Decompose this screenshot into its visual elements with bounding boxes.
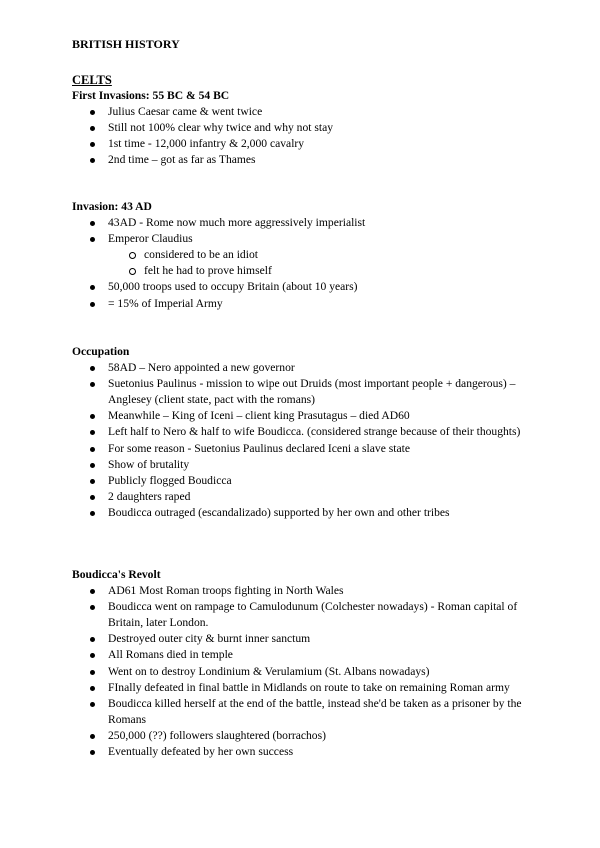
subheading-revolt: Boudicca's Revolt [72, 568, 161, 581]
list-item: AD61 Most Roman troops fighting in North Wales [72, 583, 542, 599]
list-item: All Romans died in temple [72, 647, 542, 663]
subheading-first-invasions: First Invasions: 55 BC & 54 BC [72, 89, 230, 103]
document-title: BRITISH HISTORY [72, 37, 180, 51]
list-item: 2nd time – got as far as Thames [72, 152, 542, 168]
bullet-list-occupation [72, 360, 542, 521]
subheading-occupation: Occupation [72, 345, 130, 358]
list-item: Left half to Nero & half to wife Boudicca. (considered strange because of their thoughts) [72, 424, 542, 440]
subheading-invasion: Invasion: 43 AD [72, 200, 152, 213]
list-item: Eventually defeated by her own success [72, 744, 542, 760]
list-item: Emperor Claudius [72, 231, 542, 247]
bullet-list-first-invasions [72, 104, 542, 168]
bullet-list-revolt [72, 583, 542, 760]
sub-list-item: felt he had to prove himself [72, 263, 542, 279]
list-item: = 15% of Imperial Army [72, 296, 542, 312]
list-item: Show of brutality [72, 457, 542, 473]
list-item: Boudicca killed herself at the end of the battle, instead she'd be taken as a prisoner by the Romans [72, 696, 542, 728]
list-item: FInally defeated in final battle in Midlands on route to take on remaining Roman army [72, 680, 542, 696]
section-boudiccas-revolt [72, 567, 542, 760]
section-heading-celts: CELTS [72, 73, 112, 87]
bullet-list-invasion [72, 215, 542, 312]
section-invasion-43ad [72, 199, 542, 312]
list-item: 50,000 troops used to occupy Britain (about 10 years) [72, 279, 542, 295]
list-item: Destroyed outer city & burnt inner sanctum [72, 631, 542, 647]
list-item: Julius Caesar came & went twice [72, 104, 542, 120]
section-celts [72, 72, 542, 169]
list-item: 43AD - Rome now much more aggressively imperialist [72, 215, 542, 231]
list-item: Suetonius Paulinus - mission to wipe out Druids (most important people + dangerous) – Anglesey (client state, pact with the romans) [72, 376, 542, 408]
section-occupation [72, 344, 542, 521]
sub-list-item: considered to be an idiot [72, 247, 542, 263]
list-item: 1st time - 12,000 infantry & 2,000 cavalry [72, 136, 542, 152]
list-item: Meanwhile – King of Iceni – client king Prasutagus – died AD60 [72, 408, 542, 424]
list-item: 58AD – Nero appointed a new governor [72, 360, 542, 376]
list-item: 250,000 (??) followers slaughtered (borrachos) [72, 728, 542, 744]
list-item: For some reason - Suetonius Paulinus declared Iceni a slave state [72, 441, 542, 457]
list-item: Still not 100% clear why twice and why not stay [72, 120, 542, 136]
list-item: 2 daughters raped [72, 489, 542, 505]
list-item: Boudicca went on rampage to Camulodunum (Colchester nowadays) - Roman capital of Britain, later London. [72, 599, 542, 631]
list-item: Boudicca outraged (escandalizado) supported by her own and other tribes [72, 505, 542, 521]
list-item: Went on to destroy Londinium & Verulamium (St. Albans nowadays) [72, 664, 542, 680]
list-item: Publicly flogged Boudicca [72, 473, 542, 489]
